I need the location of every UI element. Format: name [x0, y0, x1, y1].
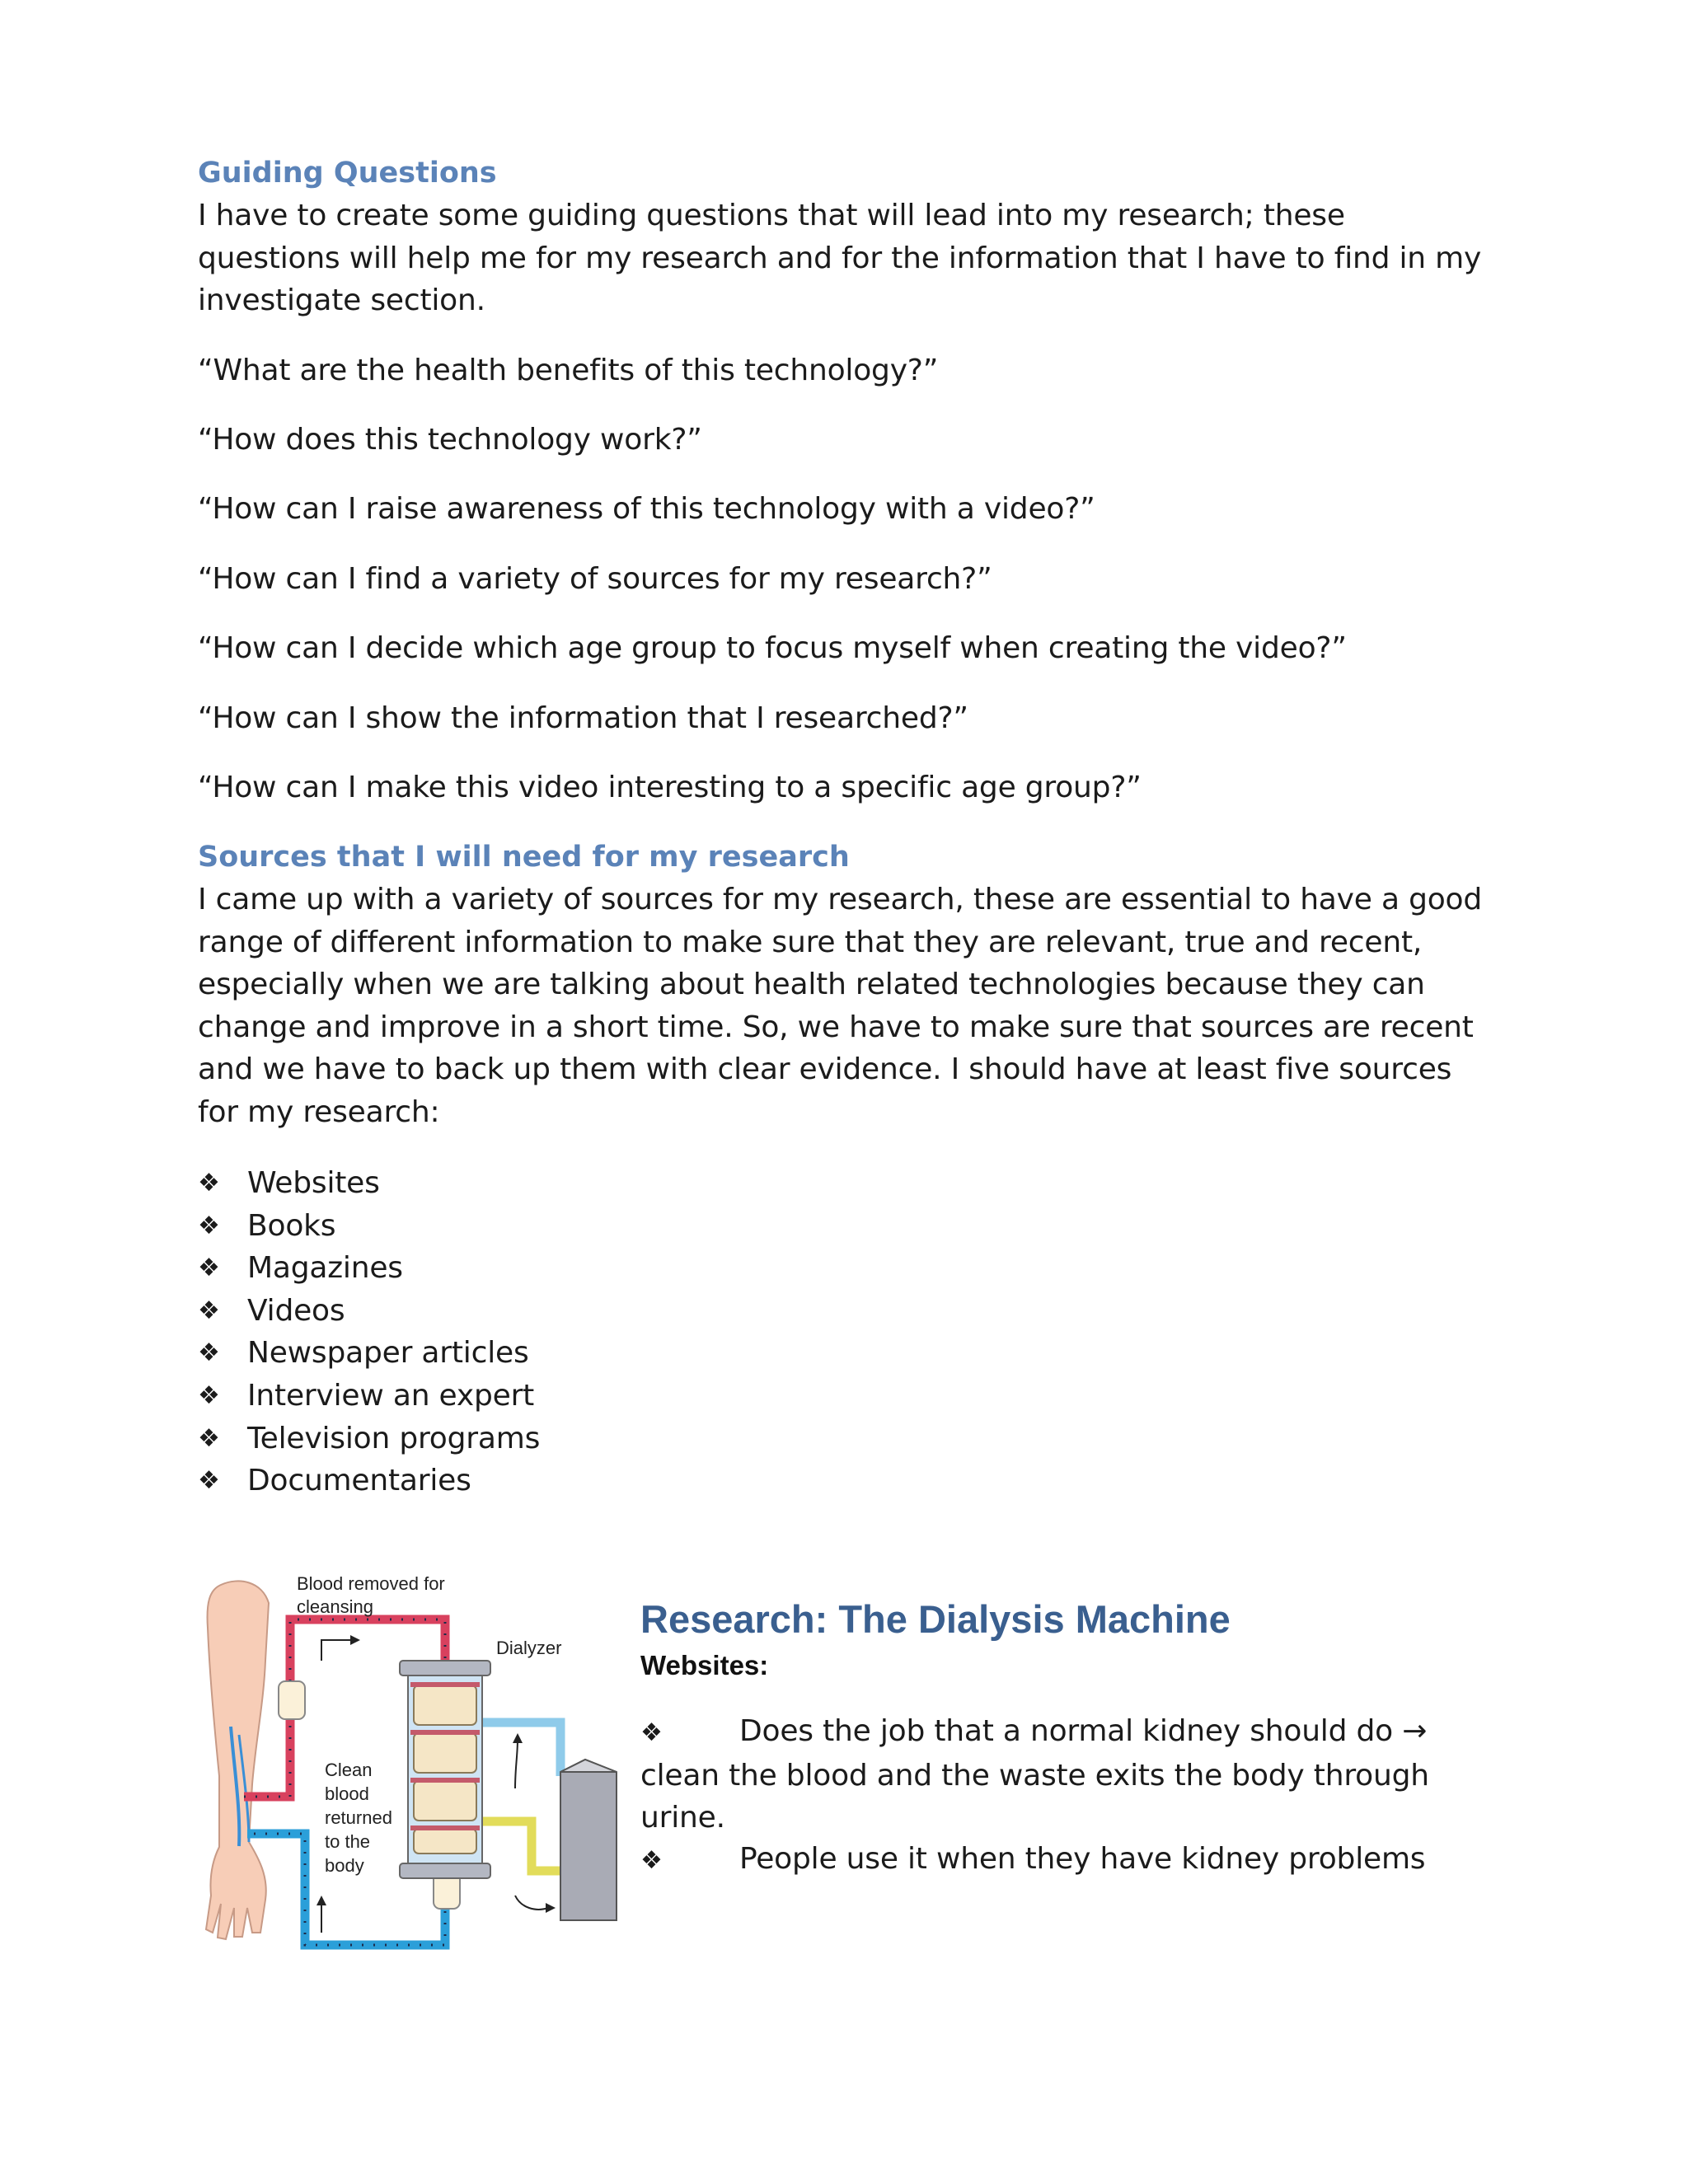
list-item: ❖ Magazines: [198, 1247, 540, 1290]
list-item: ❖ Documentaries: [198, 1460, 540, 1502]
dialysis-diagram: [198, 1570, 631, 1957]
dialysate-in-line: [482, 1722, 560, 1776]
guiding-question: “What are the health benefits of this technology?”: [198, 354, 939, 387]
dialysis-machine-box: [560, 1760, 617, 1920]
research-item: ❖ Does the job that a normal kidney should do → clean the blood and the waste exits the body through urine.: [640, 1710, 1498, 1840]
guiding-question: “How can I raise awareness of this technology with a video?”: [198, 492, 1095, 526]
list-item: ❖ Newspaper articles: [198, 1332, 540, 1375]
blood-removed-label: cleansing: [297, 1596, 373, 1617]
clean-blood-label: to the: [325, 1831, 371, 1852]
list-item: ❖ Websites: [198, 1162, 540, 1205]
list-item: ❖ Television programs: [198, 1418, 540, 1460]
diamond-bullet-icon: ❖: [198, 1296, 220, 1325]
arrowhead-icon: [350, 1635, 360, 1645]
clean-blood-label: Clean: [325, 1760, 373, 1780]
sources-list: [198, 1162, 540, 1502]
guiding-question: “How can I make this video interesting to a specific age group?”: [198, 771, 1142, 804]
sources-section: [198, 836, 1492, 1133]
diamond-bullet-icon: ❖: [640, 1846, 663, 1875]
guiding-question: “How can I find a variety of sources for my research?”: [198, 562, 992, 596]
diamond-bullet-icon: ❖: [198, 1169, 220, 1197]
clean-blood-label: returned: [325, 1807, 392, 1828]
guiding-questions-heading: Guiding Questions: [198, 157, 497, 190]
guiding-question: “How can I decide which age group to focus myself when creating the video?”: [198, 631, 1347, 665]
diamond-bullet-icon: ❖: [198, 1338, 220, 1368]
flow-arrow-icon: [321, 1640, 350, 1661]
research-subtitle: Websites:: [640, 1650, 769, 1680]
arm-illustration: [206, 1581, 269, 1939]
sources-heading: Sources that I will need for my research: [198, 841, 850, 874]
flow-arrow-icon: [515, 1896, 548, 1910]
guiding-question: “How can I show the information that I researched?”: [198, 701, 968, 735]
list-item: ❖ Interview an expert: [198, 1375, 540, 1418]
arrowhead-icon: [316, 1896, 326, 1905]
list-item: ❖ Books: [198, 1205, 540, 1248]
guiding-question: “How does this technology work?”: [198, 423, 702, 457]
dialyzer: [400, 1661, 490, 1878]
blood-removed-label: Blood removed for: [297, 1573, 445, 1594]
clean-blood-label: body: [325, 1855, 364, 1876]
diamond-bullet-icon: ❖: [198, 1211, 220, 1240]
research-title: Research: The Dialysis Machine: [640, 1597, 1231, 1641]
diamond-bullet-icon: ❖: [198, 1254, 220, 1283]
guiding-questions-section: [198, 152, 1492, 322]
sources-intro: I came up with a variety of sources for my research, these are essential to have a good range of different information to make sure that they are relevant, true and recent, especially when we are talking about health related technologies because they can change and improve in a short time. So, we have to make sure that sources are recent and we have to back up them with clear evidence. I should have at least five sources for my research:: [198, 883, 1483, 1129]
drip-chamber: [279, 1681, 305, 1719]
diamond-bullet-icon: ❖: [198, 1380, 220, 1410]
dialyzer-label: Dialyzer: [496, 1638, 562, 1658]
dialysate-out-line: [482, 1821, 560, 1871]
research-item: ❖ People use it when they have kidney problems: [640, 1838, 1498, 1882]
diamond-bullet-icon: ❖: [640, 1718, 663, 1747]
flow-arrow-icon: [515, 1739, 518, 1788]
clean-blood-label: blood: [325, 1783, 369, 1804]
diamond-bullet-icon: ❖: [198, 1466, 220, 1496]
diamond-bullet-icon: ❖: [198, 1423, 220, 1453]
list-item: ❖ Videos: [198, 1290, 540, 1333]
guiding-questions-intro: I have to create some guiding questions that will lead into my research; these questions will help me for my research and for the information that I have to find in my investigate section.: [198, 199, 1482, 317]
